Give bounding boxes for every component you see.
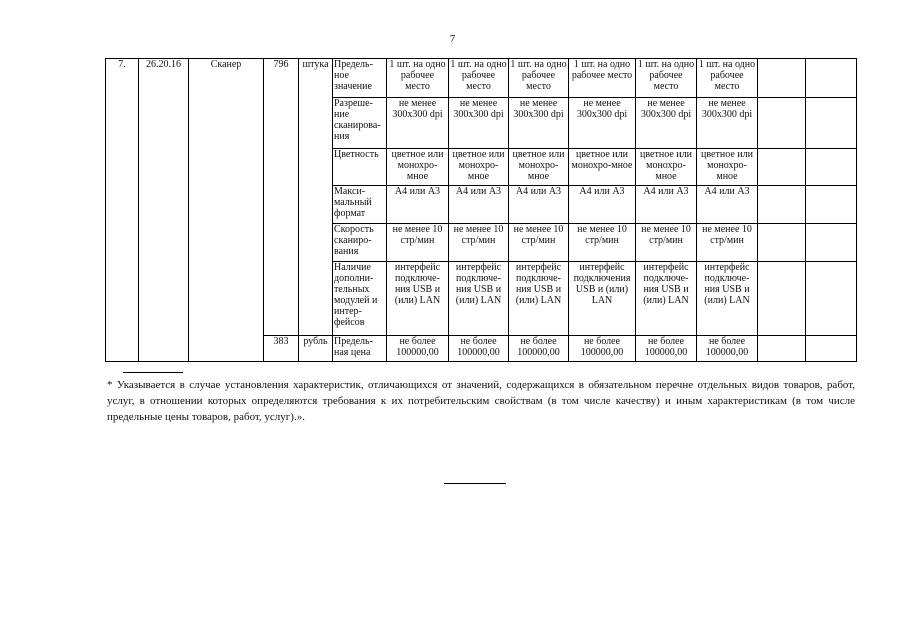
empty-cell <box>758 98 806 149</box>
empty-cell <box>758 336 806 362</box>
characteristic-name: Скорость сканиро-вания <box>333 224 387 262</box>
value-cell: не более 100000,00 <box>569 336 636 362</box>
value-cell: А4 или А3 <box>697 186 758 224</box>
value-cell: цветное или монохро-мное <box>509 149 569 186</box>
value-cell: 1 шт. на одно рабочее место <box>509 59 569 98</box>
value-cell: не менее 10 стр/мин <box>387 224 449 262</box>
unit-code: 796 <box>264 59 299 336</box>
empty-cell <box>758 59 806 98</box>
empty-cell <box>806 59 857 98</box>
value-cell: не менее 10 стр/мин <box>509 224 569 262</box>
table-row <box>106 59 857 98</box>
value-cell: 1 шт. на одно рабочее место <box>569 59 636 98</box>
page-number: 7 <box>449 33 456 45</box>
value-cell: не более 100000,00 <box>636 336 697 362</box>
value-cell: не менее 10 стр/мин <box>636 224 697 262</box>
empty-cell <box>806 224 857 262</box>
value-cell: А4 или А3 <box>636 186 697 224</box>
value-cell: интерфейс подключе-ния USB и (или) LAN <box>387 262 449 336</box>
okpd-code: 26.20.16 <box>139 59 189 362</box>
value-cell: не менее 300x300 dpi <box>569 98 636 149</box>
end-divider <box>444 483 506 484</box>
characteristic-name: Наличие дополни-тельных модулей и интер-фейсов <box>333 262 387 336</box>
characteristic-name: Разреше-ние сканирова-ния <box>333 98 387 149</box>
empty-cell <box>806 186 857 224</box>
row-number: 7. <box>106 59 139 362</box>
value-cell: не более 100000,00 <box>697 336 758 362</box>
value-cell: не менее 10 стр/мин <box>569 224 636 262</box>
value-cell: 1 шт. на одно рабочее место <box>449 59 509 98</box>
value-cell: интерфейс подключе-ния USB и (или) LAN <box>697 262 758 336</box>
characteristic-name: Макси-мальный формат <box>333 186 387 224</box>
value-cell: интерфейс подключения USB и (или) LAN <box>569 262 636 336</box>
unit-name: штука <box>299 59 333 336</box>
value-cell: А4 или А3 <box>509 186 569 224</box>
value-cell: не более 100000,00 <box>387 336 449 362</box>
value-cell: цветное или монохро-мное <box>569 149 636 186</box>
value-cell: интерфейс подключе-ния USB и (или) LAN <box>636 262 697 336</box>
empty-cell <box>758 149 806 186</box>
value-cell: цветное или монохро-мное <box>697 149 758 186</box>
value-cell: не менее 10 стр/мин <box>697 224 758 262</box>
value-cell: 1 шт. на одно рабочее место <box>387 59 449 98</box>
characteristics-table <box>105 58 857 362</box>
empty-cell <box>758 224 806 262</box>
value-cell: не менее 300x300 dpi <box>509 98 569 149</box>
value-cell: не менее 300x300 dpi <box>387 98 449 149</box>
characteristic-name: Предель-ная цена <box>333 336 387 362</box>
unit-name: рубль <box>299 336 333 362</box>
value-cell: А4 или А3 <box>569 186 636 224</box>
value-cell: цветное или монохро-мное <box>387 149 449 186</box>
characteristic-name: Цветность <box>333 149 387 186</box>
value-cell: не менее 300x300 dpi <box>636 98 697 149</box>
value-cell: не более 100000,00 <box>449 336 509 362</box>
value-cell: не менее 300x300 dpi <box>449 98 509 149</box>
unit-code: 383 <box>264 336 299 362</box>
value-cell: 1 шт. на одно рабочее место <box>636 59 697 98</box>
empty-cell <box>758 262 806 336</box>
value-cell: 1 шт. на одно рабочее место <box>697 59 758 98</box>
value-cell: не менее 10 стр/мин <box>449 224 509 262</box>
footnote-divider <box>123 372 183 373</box>
value-cell: интерфейс подключе-ния USB и (или) LAN <box>449 262 509 336</box>
empty-cell <box>806 149 857 186</box>
value-cell: цветное или монохро-мное <box>449 149 509 186</box>
empty-cell <box>758 186 806 224</box>
characteristic-name: Предель-ное значение <box>333 59 387 98</box>
value-cell: А4 или А3 <box>387 186 449 224</box>
empty-cell <box>806 336 857 362</box>
value-cell: интерфейс подключе-ния USB и (или) LAN <box>509 262 569 336</box>
value-cell: не менее 300x300 dpi <box>697 98 758 149</box>
value-cell: А4 или А3 <box>449 186 509 224</box>
empty-cell <box>806 262 857 336</box>
value-cell: не более 100000,00 <box>509 336 569 362</box>
footnote: * Указывается в случае установления характеристик, отличающихся от значений, содержащихся в обязательном перечне отдельных видов товаров, работ, услуг, в отношении которых определяются требования к их потребительским свойствам (в том числе качеству) и иным характеристикам (в том числе предельные цены товаров, работ, услуг).». <box>107 379 855 423</box>
empty-cell <box>806 98 857 149</box>
item-name: Сканер <box>189 59 264 362</box>
value-cell: цветное или монохро-мное <box>636 149 697 186</box>
